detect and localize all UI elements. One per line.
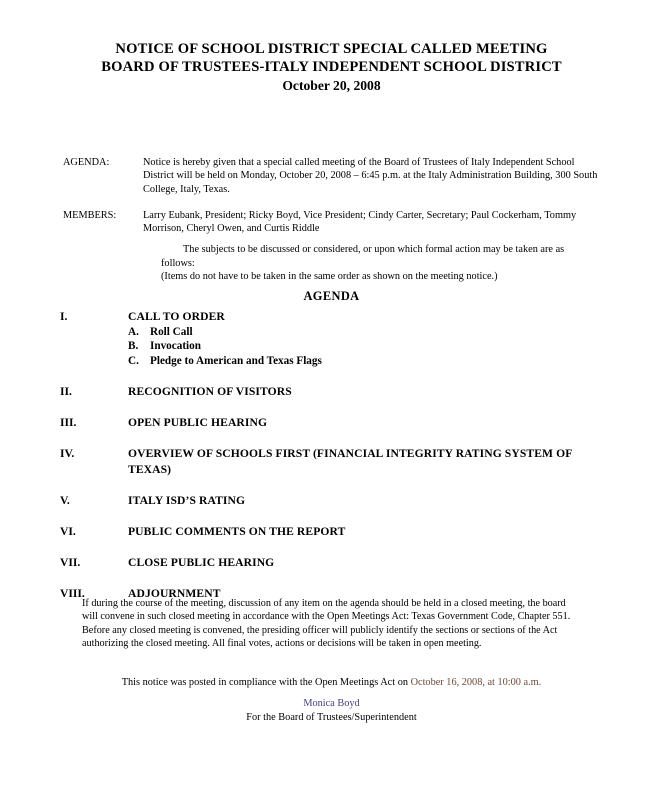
posting-notice-prefix: This notice was posted in compliance with the Open Meetings Act on bbox=[121, 677, 411, 688]
agenda-item-numeral: VI. bbox=[60, 524, 76, 538]
agenda-subitem-label: Pledge to American and Texas Flags bbox=[150, 354, 322, 367]
subjects-line-1: The subjects to be discussed or considered, or upon which formal action may be taken are as follows: bbox=[161, 244, 565, 269]
agenda-notice-label: AGENDA: bbox=[63, 157, 110, 168]
agenda-subitem bbox=[0, 354, 663, 369]
agenda-item-title: ADJOURNMENT bbox=[128, 587, 221, 601]
subjects-line-2: (Items do not have to be taken in the same order as shown on the meeting notice.) bbox=[161, 271, 498, 283]
agenda-item-spacer bbox=[0, 571, 663, 587]
signature-block bbox=[0, 697, 663, 724]
agenda-item-title: CLOSE PUBLIC HEARING bbox=[128, 555, 275, 569]
document-header bbox=[60, 40, 603, 95]
agenda-heading: AGENDA bbox=[303, 289, 360, 303]
agenda-subitem-letter: B. bbox=[128, 340, 139, 353]
agenda-item bbox=[0, 493, 663, 524]
agenda-item-spacer bbox=[0, 477, 663, 493]
closed-meeting-disclaimer: If during the course of the meeting, discussion of any item on the agenda should be held in a closed meeting, the board will convene in such closed meeting in accordance with the Open Meetings Act: Texas Government Code, Chapter 551. Before any closed meeting is convened, the presiding officer will publicly identify the sections or sections of the Act authorizing the closed meeting. All final votes, actions or decisions will be taken in open meeting. bbox=[82, 598, 571, 649]
agenda-item-title: ITALY ISD’S RATING bbox=[128, 493, 246, 507]
agenda-subitem-list bbox=[0, 325, 663, 369]
agenda-item-spacer bbox=[0, 399, 663, 415]
agenda-item-title: OVERVIEW OF SCHOOLS FIRST (FINANCIAL INTEGRITY RATING SYSTEM OF TEXAS) bbox=[128, 447, 572, 476]
agenda-item-numeral: VIII. bbox=[60, 587, 85, 601]
members-label: MEMBERS: bbox=[63, 210, 117, 221]
posting-notice-date: October 16, 2008, at 10:00 a.m. bbox=[410, 677, 542, 688]
members-text: Larry Eubank, President; Ricky Boyd, Vice President; Cindy Carter, Secretary; Paul Cockerham, Tommy Morrison, Cheryl Owen, and Curtis Riddle bbox=[143, 210, 577, 235]
agenda-subitem-label: Roll Call bbox=[150, 325, 193, 338]
agenda-item-numeral: I. bbox=[60, 310, 68, 323]
posting-notice bbox=[0, 676, 663, 689]
agenda-item-numeral: VII. bbox=[60, 555, 81, 569]
agenda-item-row bbox=[0, 415, 663, 431]
agenda-item-title: OPEN PUBLIC HEARING bbox=[128, 415, 268, 429]
agenda-item-spacer bbox=[0, 539, 663, 555]
agenda-item-numeral: V. bbox=[60, 493, 70, 507]
agenda-subitem-letter: A. bbox=[128, 325, 139, 338]
agenda-item bbox=[0, 555, 663, 586]
agenda-item bbox=[0, 384, 663, 415]
agenda-item-title: CALL TO ORDER bbox=[128, 310, 225, 323]
agenda-notice-text: Notice is hereby given that a special called meeting of the Board of Trustees of Italy Independent School District will be held on Monday, October 20, 2008 – 6:45 p.m. at the Italy Administration Building, 300 South College, Italy, Texas. bbox=[143, 157, 598, 195]
agenda-item-row bbox=[0, 524, 663, 540]
header-line-date: October 20, 2008 bbox=[282, 78, 381, 93]
agenda-item-numeral: III. bbox=[60, 415, 77, 429]
header-line-notice: NOTICE OF SCHOOL DISTRICT SPECIAL CALLED MEETING bbox=[115, 41, 548, 57]
subjects-note bbox=[161, 243, 591, 284]
agenda-subitem-letter: C. bbox=[128, 354, 139, 367]
agenda-item-numeral: II. bbox=[60, 384, 72, 398]
agenda-item bbox=[0, 309, 663, 384]
agenda-subitem bbox=[0, 339, 663, 354]
agenda-item-row bbox=[0, 446, 663, 477]
agenda-item-spacer bbox=[0, 508, 663, 524]
agenda-item-spacer bbox=[0, 368, 663, 384]
agenda-item-spacer bbox=[0, 431, 663, 447]
agenda-item-row bbox=[0, 309, 663, 325]
agenda-item-title: RECOGNITION OF VISITORS bbox=[128, 384, 292, 398]
agenda-subitem-label: Invocation bbox=[150, 340, 201, 353]
agenda-item-row bbox=[0, 384, 663, 400]
agenda-item bbox=[0, 446, 663, 493]
signer-name: Monica Boyd bbox=[303, 698, 360, 709]
agenda-item-title: PUBLIC COMMENTS ON THE REPORT bbox=[128, 524, 346, 538]
agenda-item-row bbox=[0, 493, 663, 509]
agenda-item bbox=[0, 524, 663, 555]
agenda-item-row bbox=[0, 555, 663, 571]
signer-role: For the Board of Trustees/Superintendent bbox=[246, 711, 417, 723]
agenda-item bbox=[0, 415, 663, 446]
agenda-list bbox=[0, 309, 663, 617]
header-line-district: BOARD OF TRUSTEES-ITALY INDEPENDENT SCHOOL DISTRICT bbox=[101, 59, 562, 75]
agenda-item-numeral: IV. bbox=[60, 447, 75, 461]
agenda-subitem bbox=[0, 325, 663, 340]
